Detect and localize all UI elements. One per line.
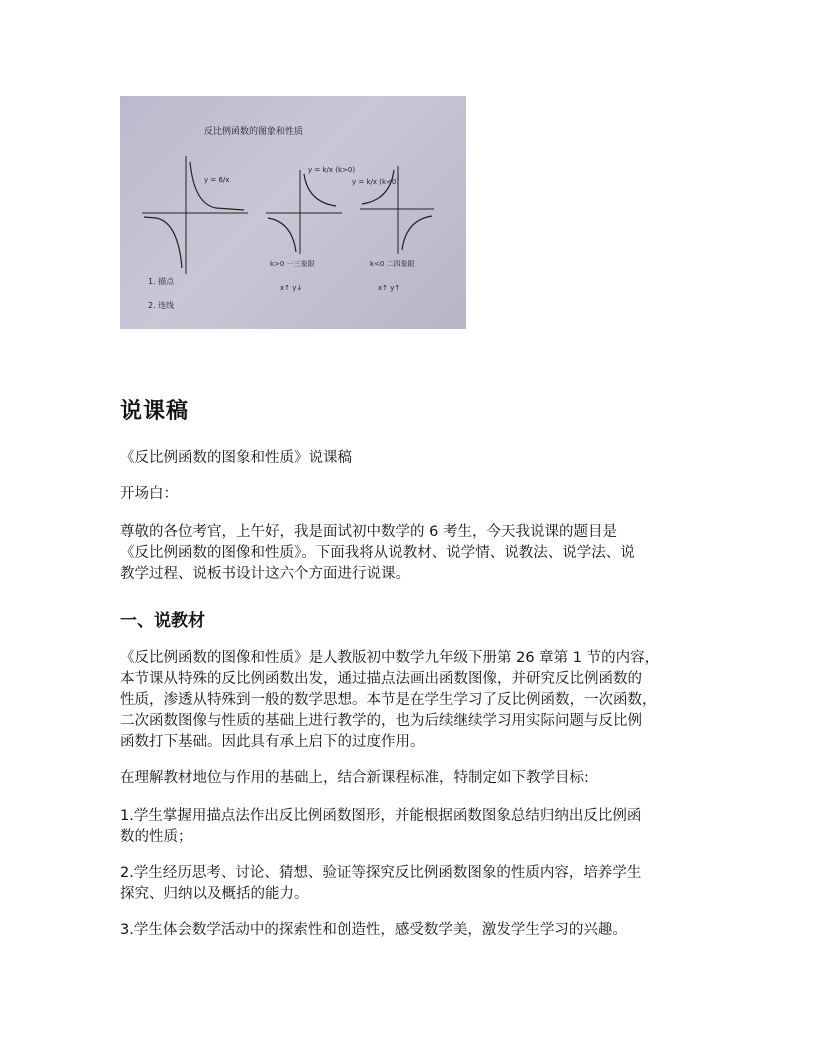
graph3-caption: k<0 二四象限 bbox=[370, 260, 415, 268]
figure-title: 反比例函数的图象和性质 bbox=[204, 127, 304, 137]
graph1-formula: y = 6/x bbox=[204, 176, 230, 184]
graph3-formula: y = k/x (k<0) bbox=[352, 178, 400, 186]
para1-line-2: 本节课从特殊的反比例函数出发，通过描点法画出函数图像，并研究反比例函数的 bbox=[120, 671, 642, 687]
opening-label: 开场白： bbox=[120, 486, 178, 502]
graph2-formula: y = k/x (k>0) bbox=[308, 166, 356, 174]
graph-2 bbox=[266, 166, 355, 292]
para1-line-1: 《反比例函数的图像和性质》是人教版初中数学九年级下册第 26 章第 1 节的内容， bbox=[120, 650, 660, 666]
para1-line-5: 函数打下基础。因此具有承上启下的过度作用。 bbox=[120, 734, 425, 750]
graph2-caption: k>0 一三象限 bbox=[270, 260, 315, 268]
page-heading: 说课稿 bbox=[120, 399, 190, 424]
graph-1 bbox=[142, 156, 248, 274]
para1-line-3: 性质，渗透从特殊到一般的数学思想。本节是在学生学习了反比例函数，一次函数， bbox=[120, 692, 657, 708]
para1-line-4: 二次函数图像与性质的基础上进行教学的，也为后续继续学习用实际问题与反比例 bbox=[120, 713, 642, 729]
hand-drawn-graphs bbox=[120, 96, 466, 329]
graph-3 bbox=[352, 166, 434, 292]
goal1-line-1: 1.学生掌握用描点法作出反比例函数图形，并能根据函数图象总结归纳出反比例函 bbox=[120, 808, 642, 824]
graph3-trend: x↑ y↑ bbox=[378, 284, 401, 292]
goal2-line-1: 2.学生经历思考、讨论、猜想、验证等探究反比例函数图象的性质内容，培养学生 bbox=[120, 865, 642, 881]
opening-line-3: 教学过程、说板书设计这六个方面进行说课。 bbox=[120, 566, 410, 582]
para2: 在理解教材地位与作用的基础上，结合新课程标准，特制定如下教学目标: bbox=[120, 770, 589, 786]
goal2-line-2: 探究、归纳以及概括的能力。 bbox=[120, 886, 309, 902]
graph2-trend: x↑ y↓ bbox=[280, 284, 303, 292]
goal1-line-2: 数的性质； bbox=[120, 829, 193, 845]
section-heading-textbook: 一、说教材 bbox=[120, 611, 205, 631]
blackboard-photo bbox=[120, 96, 466, 329]
opening-line-1: 尊敬的各位考官，上午好，我是面试初中数学的 6 考生，今天我说课的题目是 bbox=[120, 524, 617, 540]
step-1-label: 1. 描点 bbox=[148, 277, 175, 286]
opening-line-2: 《反比例函数的图像和性质》。下面我将从说教材、说学情、说教法、说学法、说 bbox=[120, 545, 635, 561]
goal3: 3.学生体会数学活动中的探索性和创造性，感受数学美，激发学生学习的兴趣。 bbox=[120, 922, 627, 938]
step-2-label: 2. 连线 bbox=[148, 301, 175, 310]
document-subtitle: 《反比例函数的图象和性质》说课稿 bbox=[120, 450, 352, 466]
